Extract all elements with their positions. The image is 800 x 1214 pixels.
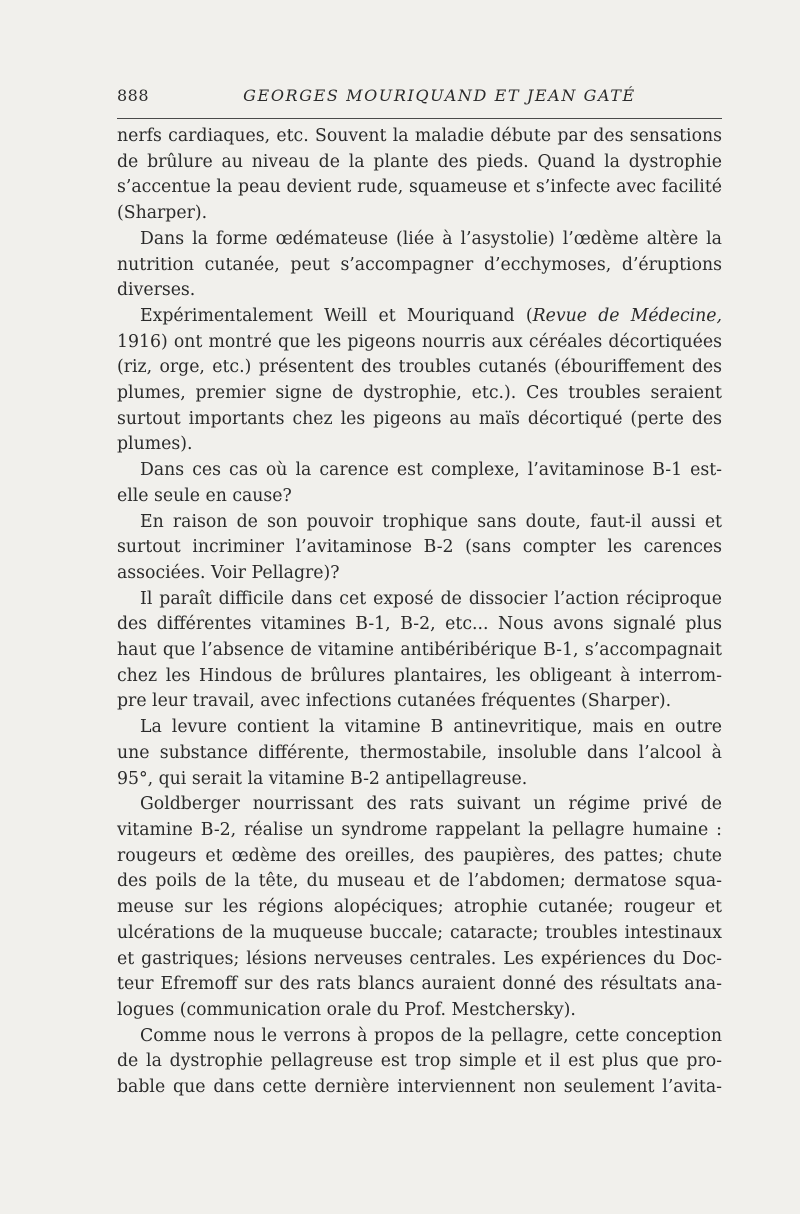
text-line: de la dystrophie pellagreuse est trop simple et il est plus que pro- xyxy=(117,1051,722,1072)
text-line: nutrition cutanée, peut s’accompagner d’ecchymoses, d’éruptions xyxy=(117,254,722,275)
text-line: La levure contient la vitamine B antinevritique, mais en outre xyxy=(140,717,722,738)
text-line xyxy=(117,304,722,330)
text-line: meuse sur les régions alopéciques; atrophie cutanée; rougeur et xyxy=(117,897,722,918)
text-line: 95°, qui serait la vitamine B-2 antipellagreuse. xyxy=(117,768,528,789)
text-line: Dans ces cas où la carence est complexe, l’avitaminose B-1 est- xyxy=(140,460,722,481)
text-line: Comme nous le verrons à propos de la pellagre, cette conception xyxy=(140,1025,722,1046)
page-header xyxy=(117,86,722,112)
paragraph xyxy=(117,458,722,509)
text-line: ulcérations de la muqueuse buccale; cataracte; troubles intestinaux xyxy=(117,922,722,943)
text-line: logues (communication orale du Prof. Mestchersky). xyxy=(117,999,576,1020)
text-line: elle seule en cause? xyxy=(117,485,292,506)
text-line: associées. Voir Pellagre)? xyxy=(117,562,340,583)
text-line: bable que dans cette dernière interviennent non seulement l’avita- xyxy=(117,1077,722,1098)
header-rule xyxy=(117,118,722,119)
text-line: des poils de la tête, du museau et de l’abdomen; dermatose squa- xyxy=(117,871,722,892)
text-line: s’accentue la peau devient rude, squameuse et s’infecte avec facilité xyxy=(117,177,722,198)
text-line: une substance différente, thermostabile, insoluble dans l’alcool à xyxy=(117,742,722,763)
text-line: nerfs cardiaques, etc. Souvent la maladie débute par des sensations xyxy=(117,126,722,146)
paragraph xyxy=(117,792,722,1023)
text-line: chez les Hindous de brûlures plantaires, les obligeant à interrom- xyxy=(117,665,722,686)
running-title: GEORGES MOURIQUAND ET JEAN GATÉ xyxy=(243,86,636,105)
text-line: surtout importants chez les pigeons au maïs décortiqué (perte des xyxy=(117,408,722,429)
paragraph-continued xyxy=(117,124,722,227)
text-line: (Sharper). xyxy=(117,203,208,224)
text-line: Dans la forme œdémateuse (liée à l’asystolie) l’œdème altère la xyxy=(140,228,722,249)
text-line: vitamine B-2, réalise un syndrome rappelant la pellagre humaine : xyxy=(117,819,722,840)
text-line: et gastriques; lésions nerveuses centrales. Les expériences du Doc- xyxy=(117,948,722,969)
text-line: pre leur travail, avec infections cutanées fréquentes (Sharper). xyxy=(117,691,672,712)
paragraph xyxy=(117,1024,722,1101)
text-line: 1916) ont montré que les pigeons nourris aux céréales décortiquées xyxy=(117,331,722,352)
text-line-start: Expérimentalement Weill et Mouriquand ( xyxy=(140,305,533,326)
paragraph xyxy=(117,587,722,716)
paragraph xyxy=(117,510,722,587)
paragraph xyxy=(117,304,722,458)
text-line: Il paraît difficile dans cet exposé de dissocier l’action réciproque xyxy=(140,588,722,609)
paragraph xyxy=(117,715,722,792)
text-line: de brûlure au niveau de la plante des pieds. Quand la dystrophie xyxy=(117,151,722,172)
text-line: plumes). xyxy=(117,434,193,455)
text-line: rougeurs et œdème des oreilles, des paupières, des pattes; chute xyxy=(117,845,722,866)
text-line: diverses. xyxy=(117,280,196,301)
text-line: haut que l’absence de vitamine antibéribérique B-1, s’accompagnait xyxy=(117,640,722,661)
text-line: teur Efremoff sur des rats blancs auraient donné des résultats ana- xyxy=(117,974,722,995)
text-line: surtout incriminer l’avitaminose B-2 (sans compter les carences xyxy=(117,537,722,558)
paragraph xyxy=(117,227,722,304)
text-line: des différentes vitamines B-1, B-2, etc... Nous avons signalé plus xyxy=(117,614,722,635)
citation-title: Revue de Médecine, xyxy=(532,305,722,326)
text-line: (riz, orge, etc.) présentent des troubles cutanés (ébouriffement des xyxy=(117,357,722,378)
text-line: En raison de son pouvoir trophique sans doute, faut-il aussi et xyxy=(140,511,722,532)
body-text xyxy=(117,124,722,1101)
text-line: plumes, premier signe de dystrophie, etc.). Ces troubles seraient xyxy=(117,383,722,404)
page-number: 888 xyxy=(117,86,150,105)
text-line: Goldberger nourrissant des rats suivant un régime privé de xyxy=(140,794,722,815)
